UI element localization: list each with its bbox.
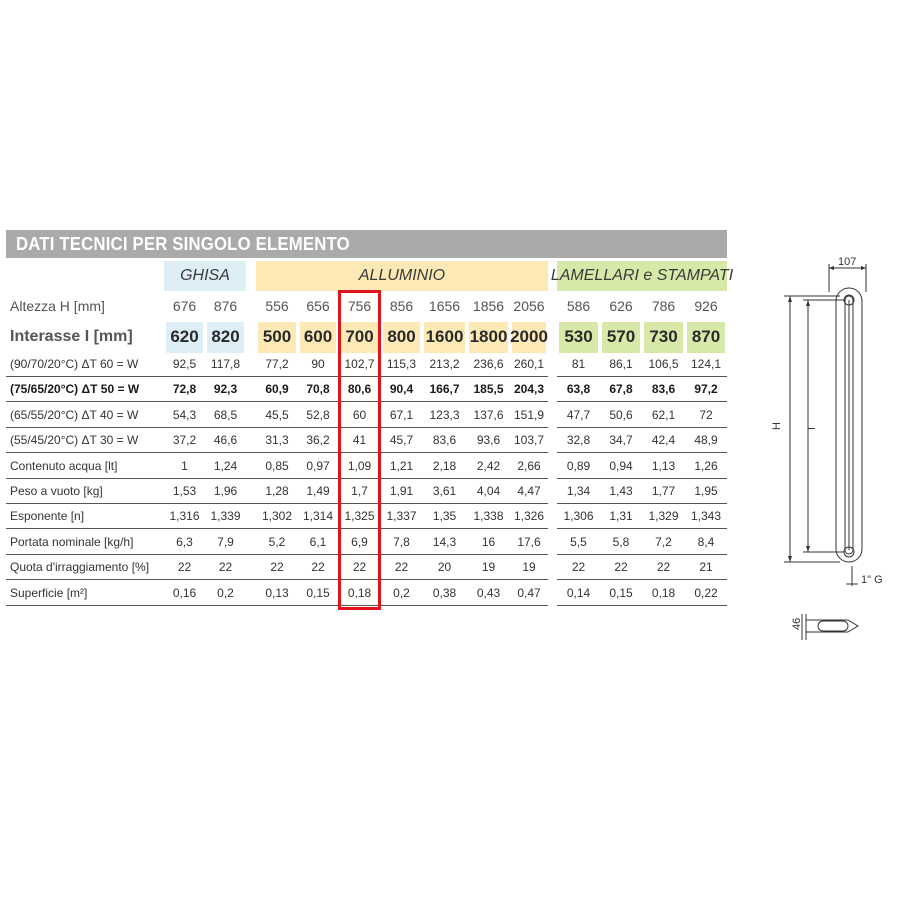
table-cell: 8,4 — [697, 535, 715, 549]
interasse-value: 620 — [170, 327, 199, 346]
altezza-value: 856 — [389, 298, 414, 314]
table-cell: 72,8 — [172, 382, 197, 396]
table-cell: 19 — [481, 560, 496, 574]
table-cell: 77,2 — [265, 357, 289, 371]
table-cell: 1,77 — [651, 484, 676, 498]
table-cell: 1,314 — [302, 509, 334, 523]
table-cell: 1,95 — [694, 484, 718, 498]
table-cell: 83,6 — [651, 382, 676, 396]
table-cell: 1,326 — [513, 509, 545, 523]
table-cell: 20 — [437, 560, 452, 574]
table-cell: 1,34 — [566, 484, 591, 498]
table-cell: 31,3 — [265, 433, 289, 447]
table-cell: 1,49 — [306, 484, 330, 498]
table-cell: 123,3 — [429, 408, 460, 422]
interasse-value: 600 — [303, 327, 333, 346]
table-cell: 1,325 — [344, 509, 375, 523]
table-cell: 0,43 — [476, 586, 501, 600]
table-cell: 0,89 — [566, 459, 591, 473]
table-title-bar — [6, 230, 727, 258]
table-cell: 1,43 — [609, 484, 633, 498]
table-cell: 1,343 — [690, 509, 722, 523]
table-cell: 97,2 — [694, 382, 718, 396]
table-cell: 0,47 — [517, 586, 541, 600]
table-cell: 0,15 — [306, 586, 330, 600]
altezza-value: 626 — [609, 298, 633, 314]
group-header-0: GHISA — [164, 261, 246, 291]
table-cell: 102,7 — [344, 357, 375, 371]
table-cell: 5,5 — [570, 535, 587, 549]
table-cell: 1,338 — [473, 509, 504, 523]
table-cell: 0,15 — [609, 586, 633, 600]
table-cell: 2,18 — [432, 459, 457, 473]
table-cell: 5,8 — [612, 535, 630, 549]
row-divider — [557, 605, 727, 606]
table-cell: 22 — [656, 560, 671, 574]
table-cell: 0,13 — [265, 586, 289, 600]
table-cell: 0,18 — [347, 586, 372, 600]
table-cell: 41 — [352, 433, 367, 447]
table-cell: 0,18 — [651, 586, 676, 600]
table-cell: 1,31 — [609, 509, 633, 523]
table-cell: 22 — [270, 560, 284, 574]
table-cell: 1,24 — [213, 459, 238, 473]
depth-dimension-label: 46 — [791, 617, 803, 630]
table-cell: 4,04 — [476, 484, 501, 498]
table-cell: 42,4 — [651, 433, 676, 447]
table-cell: 7,9 — [217, 535, 234, 549]
table-cell: 1,339 — [210, 509, 241, 523]
row-label: (55/45/20°C) ΔT 30 = W — [10, 433, 139, 447]
table-cell: 72 — [699, 408, 713, 422]
row-label: Esponente [n] — [10, 509, 85, 523]
table-cell: 124,1 — [690, 357, 722, 371]
table-cell: 36,2 — [306, 433, 330, 447]
table-cell: 166,7 — [429, 382, 460, 396]
table-cell: 22 — [218, 560, 233, 574]
interasse-value: 1800 — [469, 327, 508, 346]
table-cell: 22 — [352, 560, 367, 574]
row-label: Quota d'irraggiamento [%] — [10, 560, 150, 574]
row-label: (65/55/20°C) ΔT 40 = W — [10, 408, 139, 422]
table-cell: 1 — [181, 459, 188, 473]
table-cell: 1,337 — [386, 509, 417, 523]
table-cell: 204,3 — [513, 382, 545, 396]
row-label: Portata nominale [kg/h] — [10, 535, 134, 549]
table-cell: 103,7 — [513, 433, 545, 447]
table-cell: 80,6 — [347, 382, 372, 396]
table-cell: 106,5 — [648, 357, 679, 371]
row-label: (75/65/20°C) ΔT 50 = W — [10, 382, 140, 396]
table-cell: 34,7 — [609, 433, 633, 447]
interasse-value: 500 — [262, 327, 292, 346]
table-cell: 22 — [311, 560, 325, 574]
table-cell: 22 — [394, 560, 409, 574]
table-cell: 115,3 — [386, 357, 417, 371]
table-cell: 1,96 — [213, 484, 238, 498]
row-label: (90/70/20°C) ΔT 60 = W — [10, 357, 139, 371]
table-cell: 260,1 — [513, 357, 545, 371]
table-cell: 0,85 — [265, 459, 289, 473]
table-cell: 32,8 — [566, 433, 591, 447]
table-cell: 0,22 — [694, 586, 718, 600]
table-cell: 22 — [571, 560, 586, 574]
interasse-value: 530 — [564, 327, 593, 346]
table-cell: 0,2 — [393, 586, 410, 600]
table-cell: 0,16 — [172, 586, 197, 600]
table-cell: 0,94 — [609, 459, 633, 473]
width-dimension-label: 107 — [838, 256, 857, 268]
altezza-value: 1656 — [428, 298, 461, 314]
table-cell: 50,6 — [609, 408, 633, 422]
table-cell: 22 — [177, 560, 192, 574]
table-cell: 151,9 — [513, 408, 545, 422]
table-cell: 67,1 — [389, 408, 414, 422]
row-label: Contenuto acqua [lt] — [10, 459, 118, 473]
table-cell: 37,2 — [172, 433, 197, 447]
table-cell: 45,7 — [389, 433, 414, 447]
altezza-value: 786 — [651, 298, 676, 314]
table-cell: 45,5 — [265, 408, 289, 422]
table-cell: 3,61 — [432, 484, 457, 498]
row-divider — [6, 605, 548, 606]
table-cell: 63,8 — [566, 382, 591, 396]
table-cell: 17,6 — [517, 535, 541, 549]
table-cell: 1,21 — [389, 459, 414, 473]
table-cell: 1,28 — [265, 484, 289, 498]
table-cell: 21 — [699, 560, 713, 574]
interasse-value: 2000 — [510, 327, 548, 346]
interasse-value: 800 — [387, 327, 416, 346]
table-cell: 7,2 — [655, 535, 672, 549]
table-cell: 1,91 — [389, 484, 414, 498]
table-cell: 86,1 — [609, 357, 633, 371]
table-cell: 14,3 — [432, 535, 457, 549]
table-cell: 1,09 — [347, 459, 372, 473]
table-cell: 1,35 — [432, 509, 457, 523]
interasse-value: 820 — [211, 327, 240, 346]
interasse-value: 730 — [649, 327, 678, 346]
table-cell: 62,1 — [651, 408, 676, 422]
table-cell: 70,8 — [306, 382, 330, 396]
altezza-value: 676 — [172, 298, 197, 314]
table-cell: 7,8 — [393, 535, 410, 549]
highlighted-column-frame — [338, 290, 381, 610]
table-title: DATI TECNICI PER SINGOLO ELEMENTO — [16, 234, 350, 254]
table-cell: 60 — [352, 408, 367, 422]
table-cell: 0,38 — [432, 586, 457, 600]
row-label: Peso a vuoto [kg] — [10, 484, 103, 498]
table-cell: 90,4 — [389, 382, 414, 396]
table-cell: 2,42 — [476, 459, 501, 473]
table-cell: 1,302 — [261, 509, 293, 523]
table-cell: 81 — [571, 357, 586, 371]
table-cell: 1,53 — [172, 484, 197, 498]
altezza-label: Altezza H [mm] — [10, 298, 105, 314]
connection-size-label: 1" G — [861, 574, 883, 586]
altezza-value: 586 — [566, 298, 591, 314]
table-cell: 1,13 — [651, 459, 676, 473]
table-cell: 137,6 — [473, 408, 504, 422]
table-cell: 117,8 — [210, 357, 241, 371]
row-label: Superficie [m²] — [10, 586, 88, 600]
table-cell: 1,329 — [648, 509, 679, 523]
table-cell: 83,6 — [432, 433, 457, 447]
table-cell: 0,97 — [306, 459, 330, 473]
table-cell: 6,1 — [309, 535, 327, 549]
interasse-label: Interasse I [mm] — [10, 328, 133, 345]
interasse-value: 700 — [345, 327, 374, 346]
table-cell: 0,2 — [217, 586, 234, 600]
table-cell: 6,9 — [351, 535, 368, 549]
radiator-drawing — [770, 250, 895, 660]
table-cell: 22 — [614, 560, 628, 574]
table-cell: 47,7 — [566, 408, 591, 422]
height-dimension-label: H — [771, 422, 783, 430]
group-header-2: LAMELLARI e STAMPATI — [557, 261, 727, 291]
group-header-1: ALLUMINIO — [256, 261, 548, 291]
table-cell: 4,47 — [517, 484, 541, 498]
table-cell: 1,7 — [351, 484, 368, 498]
table-cell: 93,6 — [476, 433, 501, 447]
table-cell: 60,9 — [265, 382, 289, 396]
altezza-value: 1856 — [472, 298, 505, 314]
table-cell: 67,8 — [609, 382, 633, 396]
table-cell: 54,3 — [172, 408, 197, 422]
table-cell: 5,2 — [268, 535, 286, 549]
table-cell: 2,66 — [517, 459, 541, 473]
table-cell: 16 — [481, 535, 496, 549]
altezza-value: 2056 — [513, 298, 545, 314]
table-cell: 1,306 — [563, 509, 594, 523]
altezza-value: 756 — [347, 298, 372, 314]
altezza-value: 926 — [694, 298, 718, 314]
altezza-value: 556 — [265, 298, 289, 314]
interasse-dimension-label: I — [806, 426, 818, 430]
altezza-value: 876 — [213, 298, 238, 314]
table-cell: 1,26 — [694, 459, 718, 473]
table-cell: 213,2 — [429, 357, 460, 371]
table-cell: 92,5 — [172, 357, 197, 371]
table-cell: 52,8 — [306, 408, 330, 422]
table-cell: 68,5 — [213, 408, 238, 422]
table-cell: 46,6 — [213, 433, 238, 447]
table-cell: 48,9 — [694, 433, 718, 447]
table-cell: 185,5 — [473, 382, 504, 396]
table-cell: 236,6 — [473, 357, 504, 371]
table-cell: 6,3 — [176, 535, 193, 549]
altezza-value: 656 — [306, 298, 330, 314]
table-cell: 1,316 — [169, 509, 200, 523]
interasse-value: 570 — [606, 327, 636, 346]
interasse-value: 1600 — [425, 327, 464, 346]
table-cell: 92,3 — [213, 382, 238, 396]
table-cell: 90 — [311, 357, 325, 371]
table-cell: 0,14 — [566, 586, 591, 600]
table-cell: 19 — [522, 560, 536, 574]
interasse-value: 870 — [691, 327, 721, 346]
